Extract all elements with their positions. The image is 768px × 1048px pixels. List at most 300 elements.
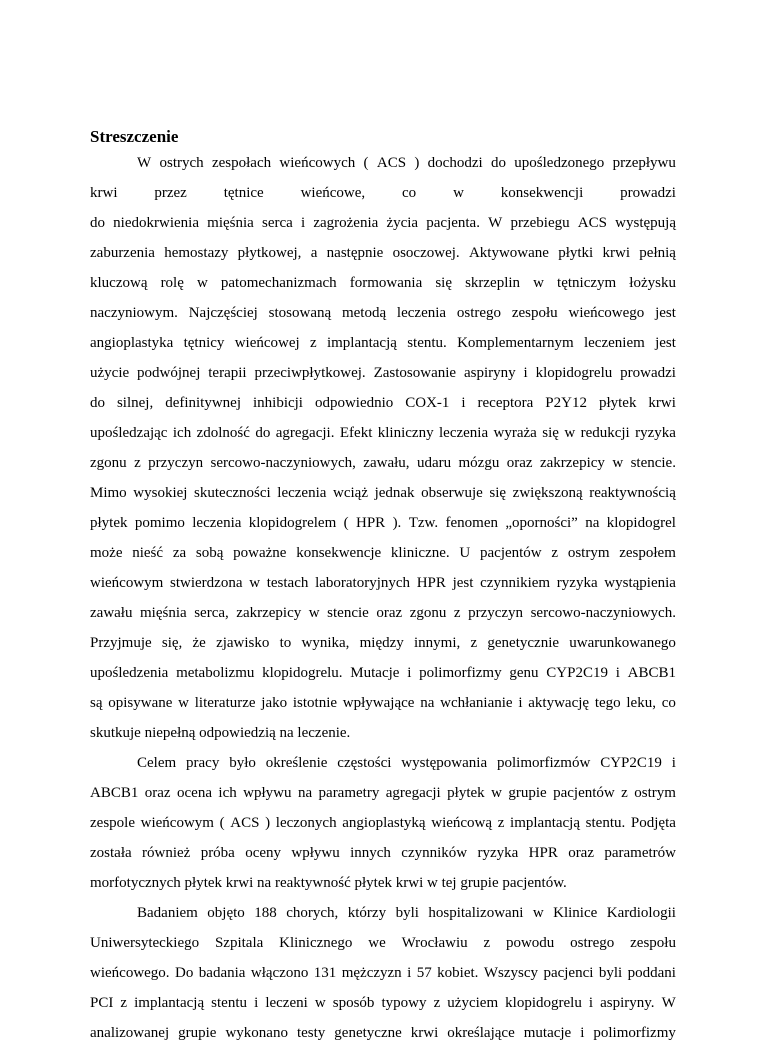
word: leczeni [265,995,308,1011]
word: byli [395,905,419,921]
word: w [314,995,326,1011]
word: również [142,845,191,861]
word: polimorfizmy [593,1025,676,1041]
word: mężczyzn [341,965,402,981]
word: zgonu [90,455,127,471]
text-line [90,448,676,478]
word: krwi [648,395,676,411]
text-line [90,598,676,628]
word: z [134,455,141,471]
word: w [308,605,320,621]
text-line [90,898,676,928]
word: zespole [90,815,135,831]
word: W [137,155,152,171]
word: i [671,755,676,771]
word: zespołach [211,155,272,171]
text-line [90,988,676,1018]
text-line [90,808,676,838]
word: wciąż [333,485,368,501]
word: włączono [250,965,309,981]
word: wpływu [243,785,292,801]
word: terapii [208,365,247,381]
word: wysokiej [133,485,188,501]
word: HPR [528,845,558,861]
word: i [523,365,528,381]
word: ryzyka [635,425,676,441]
word: i [254,995,259,1011]
word: to [279,635,292,651]
word: się [489,485,507,501]
word: pacjentów [553,785,615,801]
word: częstości [337,755,392,771]
word: wieńcowe, [300,185,366,201]
word: stentu. [585,815,626,831]
word: występują [615,215,676,231]
word: 131 [313,965,337,981]
word: i [580,1025,585,1041]
word: udaru [416,455,452,471]
word: w [249,575,261,591]
section-heading: Streszczenie [90,127,179,146]
word: wystąpienia [604,575,676,591]
word: powodu [505,935,555,951]
word: serca [261,215,293,231]
word: wieńcowej [234,335,300,351]
word: genu [509,665,539,681]
word: COX-1 [405,395,450,411]
word: przebiegu [510,215,570,231]
word: Aktywowane [468,245,549,261]
word: Do [175,965,194,981]
text-line: skutkuje niepełną odpowiedzią na leczenie. [90,725,351,741]
word: konsekwencje [296,545,382,561]
word: zakrzepicy [236,605,302,621]
word: implantacją [510,815,580,831]
word: klopidogrel [606,515,676,531]
word: objęto [207,905,245,921]
text-line [90,328,676,358]
word: agregacji. [275,425,335,441]
word: U [459,545,471,561]
word: testy [296,1025,326,1041]
word: leczonych [275,815,337,831]
word: się [435,275,452,291]
word: w [178,695,189,711]
word: i [518,695,523,711]
text-line [90,568,676,598]
word: w [612,455,624,471]
word: z [483,935,491,951]
word: pacjentów [480,545,542,561]
word: i [461,395,466,411]
word: leku, [626,695,656,711]
text-line [90,358,676,388]
word: może [90,545,123,561]
word: inhibicji [252,395,303,411]
word: stosowaną [268,305,332,321]
word: następnie [326,245,384,261]
word: laboratoryjnych [315,575,411,591]
text-line [90,388,676,418]
word: rolę [160,275,184,291]
word: występowania [401,755,488,771]
word: Klinice [553,905,598,921]
word: płytkowej, [237,245,302,261]
word: czynników [401,845,468,861]
word: wyraża [493,425,537,441]
word: serca, [194,605,229,621]
word: w [532,905,544,921]
word: hemostazy [164,245,229,261]
word: oraz [376,605,403,621]
word: 57 [416,965,432,981]
word: i [407,665,412,681]
word: Wszyscy [483,965,539,981]
word: leczenia [439,425,489,441]
text-line [90,628,676,658]
word: i [300,215,306,231]
word: w [533,275,544,291]
word: jako [261,695,288,711]
word: oceny [245,845,282,861]
word: zgonu [409,605,447,621]
word: ostrego [456,305,502,321]
word: zespołu [511,305,558,321]
word: ACS [230,815,260,831]
word: ( [343,515,349,531]
word: podwójnej [137,365,201,381]
word: przeciwpłytkowej. [254,365,366,381]
word: w [453,185,464,201]
text-line [90,778,676,808]
word: stentu [211,995,248,1011]
word: wieńcowym [90,575,164,591]
word: polimorfizmów [496,755,591,771]
word: płytek [447,785,485,801]
text-line [90,298,676,328]
word: zespołem [619,545,676,561]
text-line [90,208,676,238]
word: prowadzi [620,365,676,381]
word: stwierdzona [170,575,243,591]
word: mózgu [458,455,500,471]
word: klopidogrelu. [262,665,343,681]
word: wieńcowego [568,305,645,321]
word: Szpitala [214,935,264,951]
word: ) [265,815,271,831]
word: z [433,995,441,1011]
word: oraz [568,845,594,861]
word: Wrocławiu [401,935,468,951]
text-line [90,268,676,298]
word: krwi [410,1025,439,1041]
word: skrzeplin [465,275,521,291]
word: „oporności” [505,515,578,531]
word: Przyjmuje [90,635,152,651]
word: z [309,335,317,351]
word: z [120,995,128,1011]
word: co [402,185,417,201]
word: wpływające [342,695,415,711]
word: z [453,605,461,621]
text-line [90,928,676,958]
word: aspiryny. [600,995,655,1011]
word: co [661,695,676,711]
word: określające [447,1025,515,1041]
word: Mutacje [350,665,400,681]
word: PCI [90,995,114,1011]
word: za [172,545,187,561]
word: W [661,995,676,1011]
word: innych [350,845,391,861]
word: ich [218,785,237,801]
text-line [90,748,676,778]
word: nieść [132,545,164,561]
word: zjawisko [216,635,270,651]
word: klopidogrelu [505,995,582,1011]
word: ostrego [570,935,615,951]
word: HPR [356,515,386,531]
word: pełnią [639,245,676,261]
word: wchłanianie [440,695,513,711]
word: kliniczne. [390,545,450,561]
word: wieńcowego. [90,965,170,981]
word: Mimo [90,485,127,501]
word: angioplastyka [90,335,174,351]
word: Kardiologii [606,905,676,921]
word: ABCB1 [90,785,139,801]
word: Komplementarnym [457,335,574,351]
word: jednak [374,485,415,501]
word: ACS [577,215,607,231]
word: definitywnej [165,395,242,411]
word: i [615,665,620,681]
word: sercowo-naczyniowych, [210,455,356,471]
word: ostrym [567,545,610,561]
word: konsekwencji [500,185,584,201]
word: było [229,755,256,771]
word: aktywację [528,695,590,711]
word: została [90,845,132,861]
text-line: morfotycznych płytek krwi na reaktywność płytek krwi w tej grupie pacjentów. [90,875,567,891]
word: ocena [177,785,212,801]
word: tętnicy [183,335,225,351]
word: zagrożenia [313,215,379,231]
word: skuteczności [194,485,271,501]
text-line [90,148,676,178]
word: życia [386,215,419,231]
word: implantacją [134,995,205,1011]
word: płytki [558,245,594,261]
word: pracy [186,755,220,771]
text-line [90,178,676,208]
word: na [585,515,600,531]
word: że [192,635,206,651]
word: są [90,695,103,711]
word: literaturze [194,695,256,711]
text-line [90,478,676,508]
text-line [90,418,676,448]
word: P2Y12 [545,395,587,411]
word: określenie [265,755,328,771]
word: zawału [90,605,133,621]
text-line [90,1018,676,1048]
word: z [621,785,628,801]
word: dochodzi [427,155,483,171]
word: upośledzając [90,425,168,441]
word: na [420,695,435,711]
word: w [564,425,576,441]
word: klopidogrelem [248,515,337,531]
word: leczenia [277,485,327,501]
word: do [90,215,105,231]
word: pacjenci [543,965,594,981]
word: ( [363,155,369,171]
text-line [90,958,676,988]
word: CYP2C19 [600,755,662,771]
word: parametry [318,785,380,801]
word: uwarunkowanego [569,635,676,651]
word: próba [200,845,235,861]
word: angioplastyką [342,815,426,831]
word: sobą [195,545,224,561]
word: ryzyka [477,845,519,861]
word: do [255,425,271,441]
word: patomechanizmach [220,275,337,291]
word: mięśnia [140,605,187,621]
word: przepływu [612,155,676,171]
word: wieńcową [431,815,493,831]
word: zdolność [196,425,250,441]
word: silnej, [116,395,154,411]
word: z [551,545,559,561]
word: wykonano [225,1025,288,1041]
word: się, [161,635,183,651]
word: istotnie [292,695,338,711]
word: łożysku [629,275,676,291]
word: z [497,815,505,831]
word: pacjenta. [426,215,480,231]
word: do [490,155,506,171]
word: odpowiednio [314,395,394,411]
word: krwi [602,245,630,261]
word: tego [594,695,621,711]
word: stencie [327,605,369,621]
word: ABCB1 [627,665,676,681]
word: metabolizmu [176,665,255,681]
word: fenomen [445,515,498,531]
word: naczyniowym. [90,305,178,321]
word: oraz [506,455,533,471]
text-line [90,238,676,268]
word: we [368,935,386,951]
word: wieńcowym [140,815,214,831]
word: jest [655,305,676,321]
word: ). [392,515,402,531]
word: którzy [347,905,387,921]
word: wpływu [291,845,340,861]
word: płytek [90,515,128,531]
abstract-body [90,148,676,1048]
word: w [196,275,208,291]
word: kliniczny [377,425,434,441]
word: i [588,995,594,1011]
word: ich [172,425,192,441]
word: genetycznie [487,635,560,651]
word: prowadzi [620,185,676,201]
word: zawału, [363,455,410,471]
word: klopidogrelu [535,365,613,381]
word: agregacji [385,785,441,801]
word: upośledzenia [90,665,169,681]
word: metodą [341,305,387,321]
word: badania [198,965,246,981]
word: grupie [178,1025,217,1041]
word: czynnikiem [480,575,551,591]
word: wynika, [301,635,350,651]
word: między [359,635,404,651]
word: formowania [349,275,423,291]
word: Celem [137,755,177,771]
word: ( [219,815,225,831]
word: Efekt [339,425,373,441]
text-line [90,538,676,568]
word: testach [266,575,309,591]
word: CYP2C19 [546,665,608,681]
word: oraz [144,785,171,801]
word: wieńcowych [279,155,356,171]
word: i [407,965,412,981]
word: jest [452,575,474,591]
word: tętnice [223,185,264,201]
text-line [90,838,676,868]
word: Klinicznego [279,935,353,951]
word: zwiększoną [512,485,583,501]
word: użycie [90,365,130,381]
word: ) [414,155,420,171]
word: Podjęta [630,815,676,831]
word: W [488,215,503,231]
text-line [90,658,676,688]
word: Zastosowanie [373,365,457,381]
word: z [470,635,478,651]
word: tętniczym [557,275,617,291]
word: do [90,395,105,411]
word: pomimo [134,515,185,531]
word: receptora [477,395,534,411]
word: upośledzonego [514,155,605,171]
word: polimorfizmy [419,665,502,681]
word: redukcji [580,425,630,441]
word: zespołu [630,935,676,951]
word: ostrych [159,155,204,171]
word: mięśnia [207,215,254,231]
word: krwi [90,185,118,201]
word: leczenia [396,305,447,321]
word: użyciem [447,995,499,1011]
word: na [297,785,313,801]
word: płytek [598,395,637,411]
word: byli [598,965,623,981]
word: Najczęściej [188,305,258,321]
word: innymi, [414,635,461,651]
text-line [90,508,676,538]
word: przyczyn [148,455,204,471]
word: przez [154,185,187,201]
word: typowy [381,995,427,1011]
word: ryzyka [556,575,598,591]
word: mutacje [523,1025,572,1041]
